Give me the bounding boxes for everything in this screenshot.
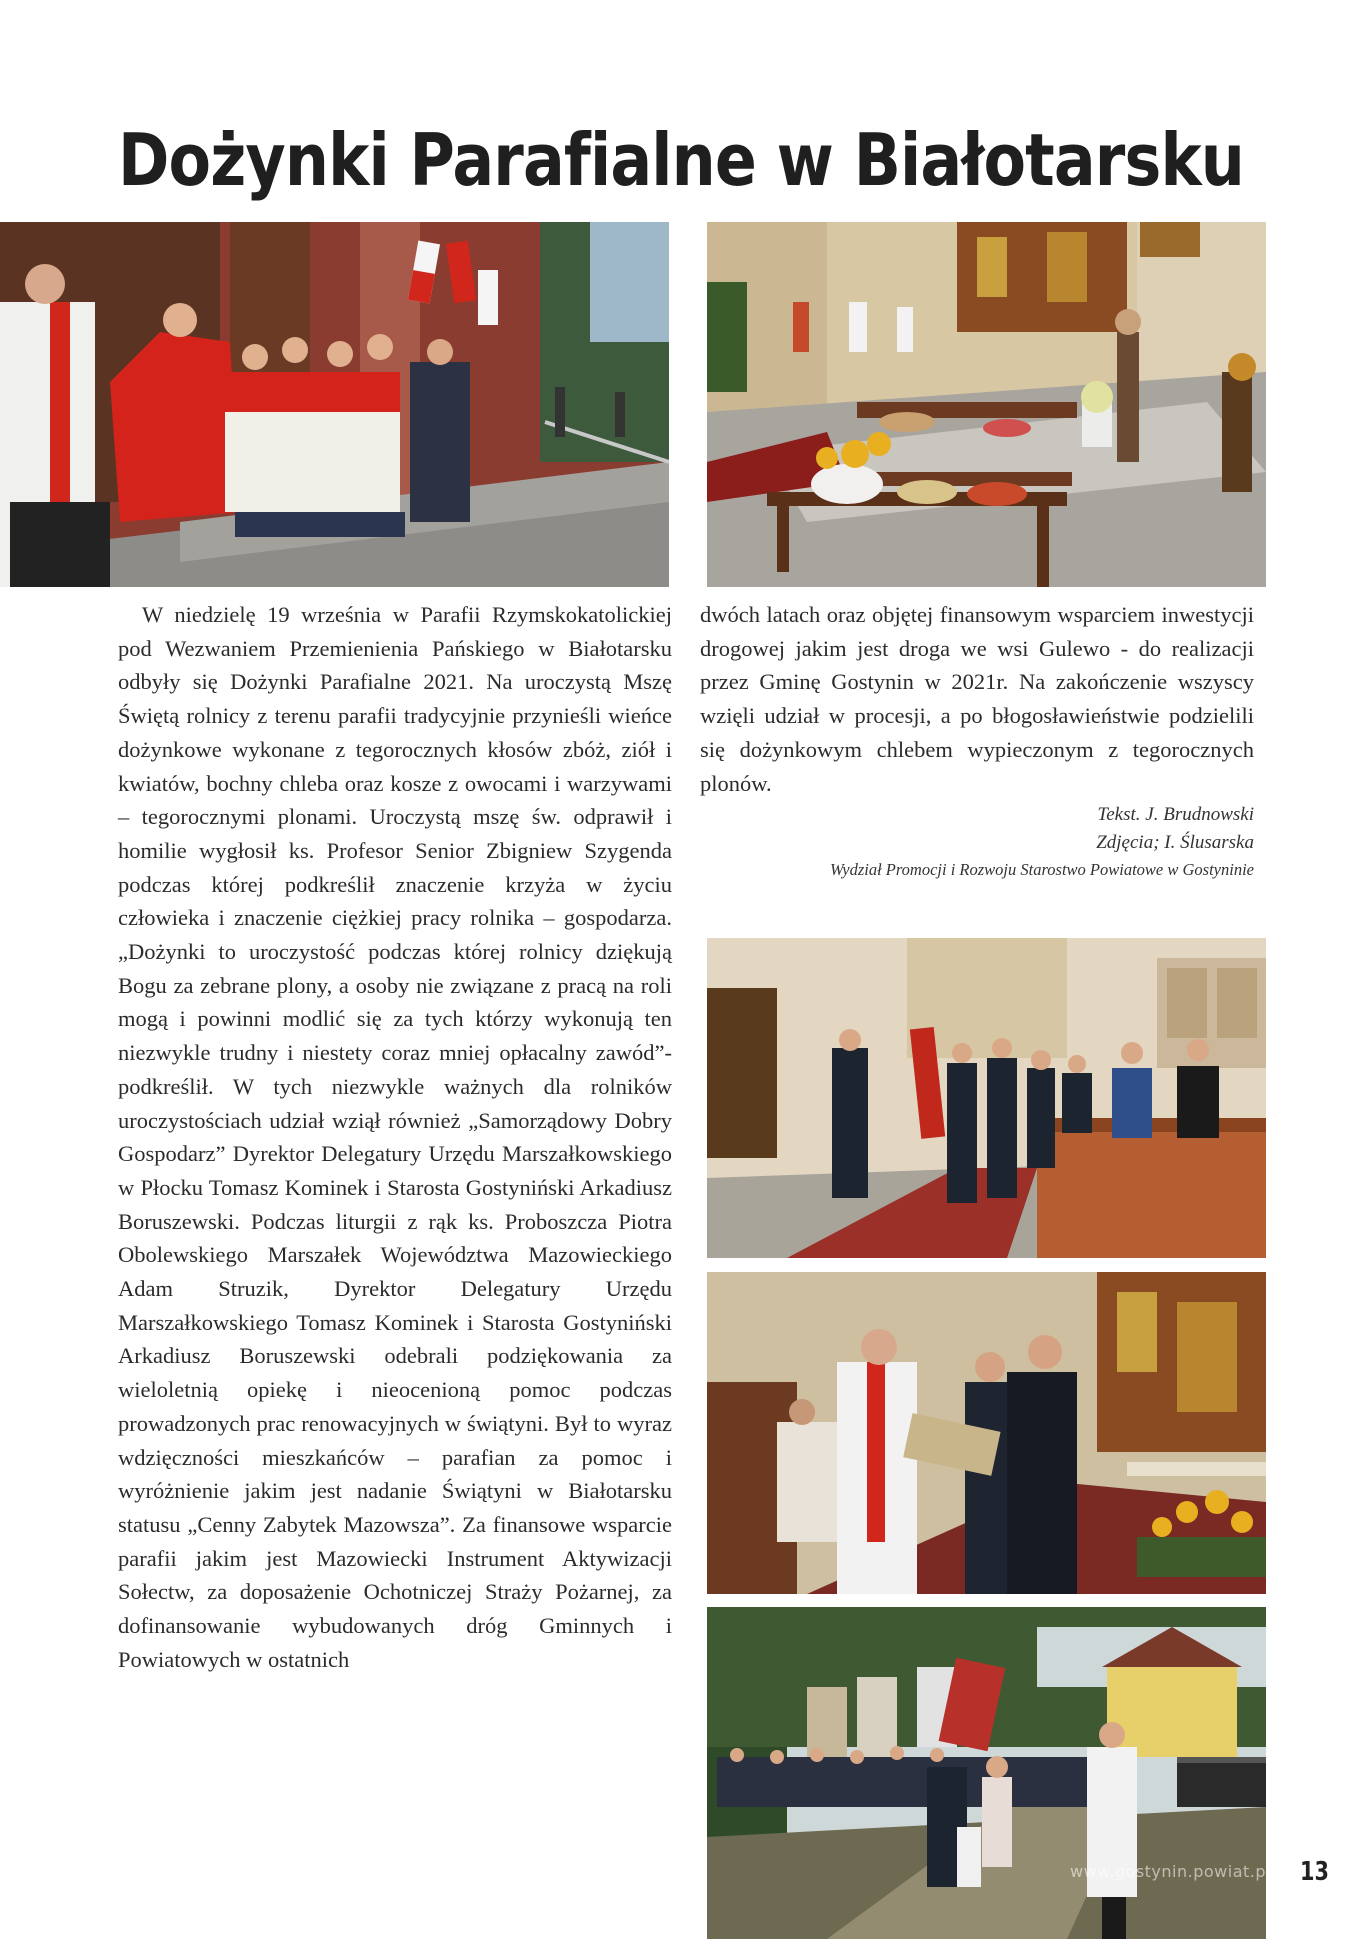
photo-firefighters — [707, 938, 1266, 1258]
page-number: 13 — [1300, 1857, 1329, 1887]
article-body-right: dwóch latach oraz objętej finansowym wsparciem inwestycji drogowej jakim jest droga we wsi Gulewo - do realizacji przez Gminę Gostynin w 2021r. Na zakończenie wszyscy wzięli udział w procesji, a po błogosławieństwie podzielili się dożynkowym chlebem wypieczonym z tegorocznych plonów. — [700, 602, 1254, 796]
article-right-column — [700, 598, 1254, 800]
credit-text-author: Tekst. J. Brudnowski — [1097, 804, 1254, 825]
photo-harvest-altar — [707, 222, 1266, 587]
article-body-left: W niedzielę 19 września w Parafii Rzymskokatolickiej pod Wezwaniem Przemienienia Pańskiego w Białotarsku odbyły się Dożynki Parafialne 2021. Na uroczystą Mszę Świętą rolnicy z terenu parafii tradycyjnie przynieśli wieńce dożynkowe wykonane z tegorocznych kłosów zbóż, ziół i kwiatów, bochny chleba oraz kosze z owocami i warzywami – tegorocznymi plonami. Uroczystą mszę św. odprawił i homilie wygłosił ks. Profesor Senior Zbigniew Szygenda podczas której podkreślił znaczenie krzyża w życiu człowieka i znaczenie ciężkiej pracy rolnika – gospodarza. „Dożynki to uroczystość podczas której rolnicy dziękują Bogu za zebrane plony, a osoby nie związane z pracą na roli mogą i powinni modlić się za tych którzy wykonują ten niezwykle trudny i niestety coraz mniej opłacalny zawód”- podkreślił. W tych niezwykle ważnych dla rolników uroczystościach udział wziął również „Samorządowy Dobry Gospodarz” Dyrektor Delegatury Urzędu Marszałkowskiego w Płocku Tomasz Kominek i Starosta Gostyniński Arkadiusz Boruszewski. Podczas liturgii z rąk ks. Proboszcza Piotra Obolewskiego Marszałek Województwa Mazowieckiego Adam Struzik, Dyrektor Delegatury Urzędu Marszałkowskiego Tomasz Kominek i Starosta Gostyniński Arkadiusz Boruszewski odebrali podziękowania za wieloletnią opiekę i nieocenioną pomoc podczas prowadzonych prac renowacyjnych w świątyni. Był to wyraz wdzięczności mieszkańców – parafian za pomoc i wyróżnienie jakim jest nadanie Świątyni w Białotarsku statusu „Cenny Zabytek Mazowsza”. Za finansowe wsparcie parafii jakim jest Mazowiecki Instrument Aktywizacji Sołectw, za doposażenie Ochotniczej Straży Pożarnej, za dofinansowanie wybudowanych dróg Gminnych i Powiatowych w ostatnich — [118, 602, 672, 1672]
credit-photo-author: Zdjęcia; I. Ślusarska — [1096, 832, 1254, 853]
credit-office: Wydział Promocji i Rozwoju Starostwo Powiatowe w Gostyninie — [830, 860, 1254, 879]
article-left-column — [118, 598, 672, 1677]
photo-watermark: www.gostynin.powiat.pl — [1070, 1862, 1271, 1881]
photo-award-ceremony — [707, 1272, 1266, 1594]
page-title: Dożynki Parafialne w Białotarsku — [118, 118, 1245, 202]
photo-church-entrance — [0, 222, 669, 587]
article-credits — [700, 801, 1254, 883]
photo-procession — [707, 1607, 1266, 1939]
